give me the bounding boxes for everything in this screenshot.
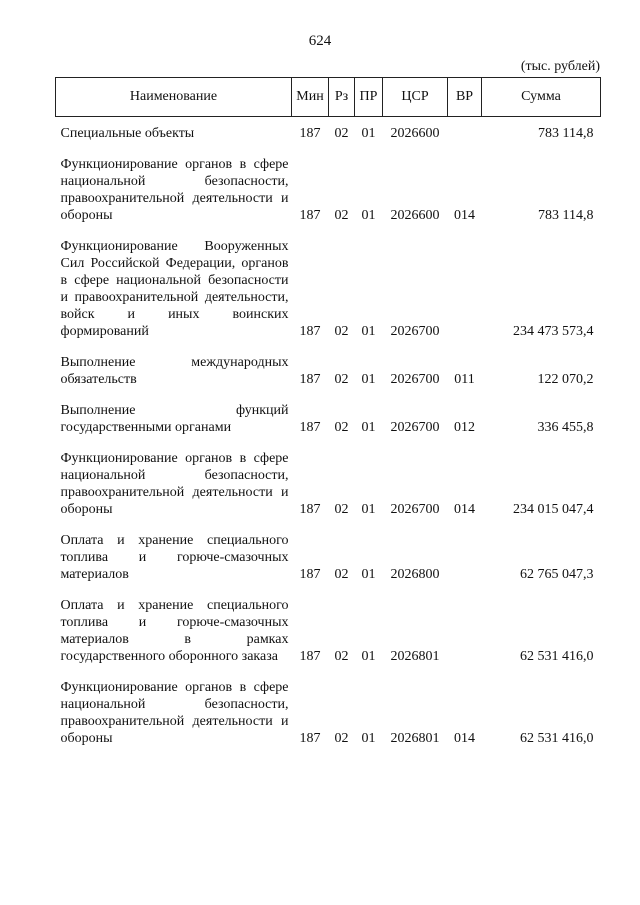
row-sum: 234 015 047,4	[513, 502, 594, 517]
row-csr: 2026801	[390, 731, 440, 746]
row-vr	[448, 597, 482, 679]
row-name: Выполнение функций государственными органами	[60, 403, 289, 435]
row-pr: 01	[361, 420, 376, 435]
row-rz: 02	[334, 420, 349, 435]
row-name: Функционирование органов в сфере национальной безопасности, правоохранительной деятельности и обороны	[60, 451, 289, 517]
row-pr: 01	[361, 126, 376, 141]
row-vr: 014	[454, 208, 475, 223]
row-rz: 02	[334, 502, 349, 517]
row-csr: 2026700	[390, 502, 440, 517]
row-rz: 02	[334, 208, 349, 223]
row-csr: 2026600	[390, 208, 440, 223]
row-csr: 2026801	[390, 649, 440, 664]
budget-table	[55, 77, 601, 761]
units-label: (тыс. рублей)	[520, 59, 600, 74]
header-name: Наименование	[56, 78, 292, 117]
row-name: Функционирование органов в сфере национальной безопасности, правоохранительной деятельности и обороны	[60, 680, 289, 746]
row-min: 187	[299, 372, 321, 387]
row-vr	[448, 117, 482, 157]
row-csr: 2026800	[390, 567, 440, 582]
row-csr: 2026600	[390, 126, 440, 141]
row-rz: 02	[334, 649, 349, 664]
row-name: Оплата и хранение специального топлива и горюче-смазочных материалов в рамках государственного оборонного заказа	[60, 598, 289, 664]
header-pr: ПР	[355, 78, 383, 117]
header-row	[56, 78, 601, 117]
table-body	[56, 117, 601, 762]
row-csr: 2026700	[390, 324, 440, 339]
row-vr	[448, 532, 482, 597]
row-sum: 336 455,8	[537, 420, 594, 435]
row-sum: 783 114,8	[538, 126, 594, 141]
table-header	[56, 78, 601, 117]
row-rz: 02	[334, 731, 349, 746]
row-sum: 62 765 047,3	[520, 567, 594, 582]
row-vr: 011	[454, 372, 475, 387]
table-row	[56, 238, 601, 354]
table-row	[56, 532, 601, 597]
row-pr: 01	[361, 324, 376, 339]
row-min: 187	[299, 324, 321, 339]
row-min: 187	[299, 567, 321, 582]
table-row	[56, 402, 601, 450]
table-row	[56, 354, 601, 402]
row-min: 187	[299, 731, 321, 746]
header-csr: ЦСР	[383, 78, 448, 117]
row-pr: 01	[361, 372, 376, 387]
row-rz: 02	[334, 372, 349, 387]
page-number: 624	[308, 33, 332, 49]
row-sum: 122 070,2	[537, 372, 594, 387]
row-name: Специальные объекты	[60, 126, 195, 141]
header-sum: Сумма	[482, 78, 601, 117]
row-csr: 2026700	[390, 420, 440, 435]
row-vr	[448, 238, 482, 354]
row-min: 187	[299, 126, 321, 141]
row-vr: 014	[454, 502, 475, 517]
row-vr: 012	[454, 420, 475, 435]
row-pr: 01	[361, 208, 376, 223]
table-row	[56, 597, 601, 679]
row-name: Функционирование органов в сфере национальной безопасности, правоохранительной деятельности и обороны	[60, 157, 289, 223]
row-min: 187	[299, 208, 321, 223]
row-sum: 62 531 416,0	[520, 649, 594, 664]
header-min: Мин	[292, 78, 329, 117]
row-pr: 01	[361, 502, 376, 517]
row-min: 187	[299, 649, 321, 664]
row-sum: 234 473 573,4	[513, 324, 594, 339]
row-name: Функционирование Вооруженных Сил Российской Федерации, органов в сфере национальной безопасности и правоохранительной деятельности, войск и иных воинских формирований	[60, 239, 289, 339]
row-pr: 01	[361, 649, 376, 664]
row-pr: 01	[361, 567, 376, 582]
table-row	[56, 450, 601, 532]
row-min: 187	[299, 502, 321, 517]
row-rz: 02	[334, 126, 349, 141]
table-row	[56, 679, 601, 761]
row-min: 187	[299, 420, 321, 435]
row-pr: 01	[361, 731, 376, 746]
row-csr: 2026700	[390, 372, 440, 387]
row-rz: 02	[334, 324, 349, 339]
header-vr: ВР	[448, 78, 482, 117]
row-name: Выполнение международных обязательств	[60, 355, 289, 387]
row-rz: 02	[334, 567, 349, 582]
row-sum: 783 114,8	[538, 208, 594, 223]
row-sum: 62 531 416,0	[520, 731, 594, 746]
row-vr: 014	[454, 731, 475, 746]
row-name: Оплата и хранение специального топлива и горюче-смазочных материалов	[60, 533, 289, 582]
table-row	[56, 156, 601, 238]
header-rz: Рз	[329, 78, 355, 117]
table-row	[56, 117, 601, 157]
